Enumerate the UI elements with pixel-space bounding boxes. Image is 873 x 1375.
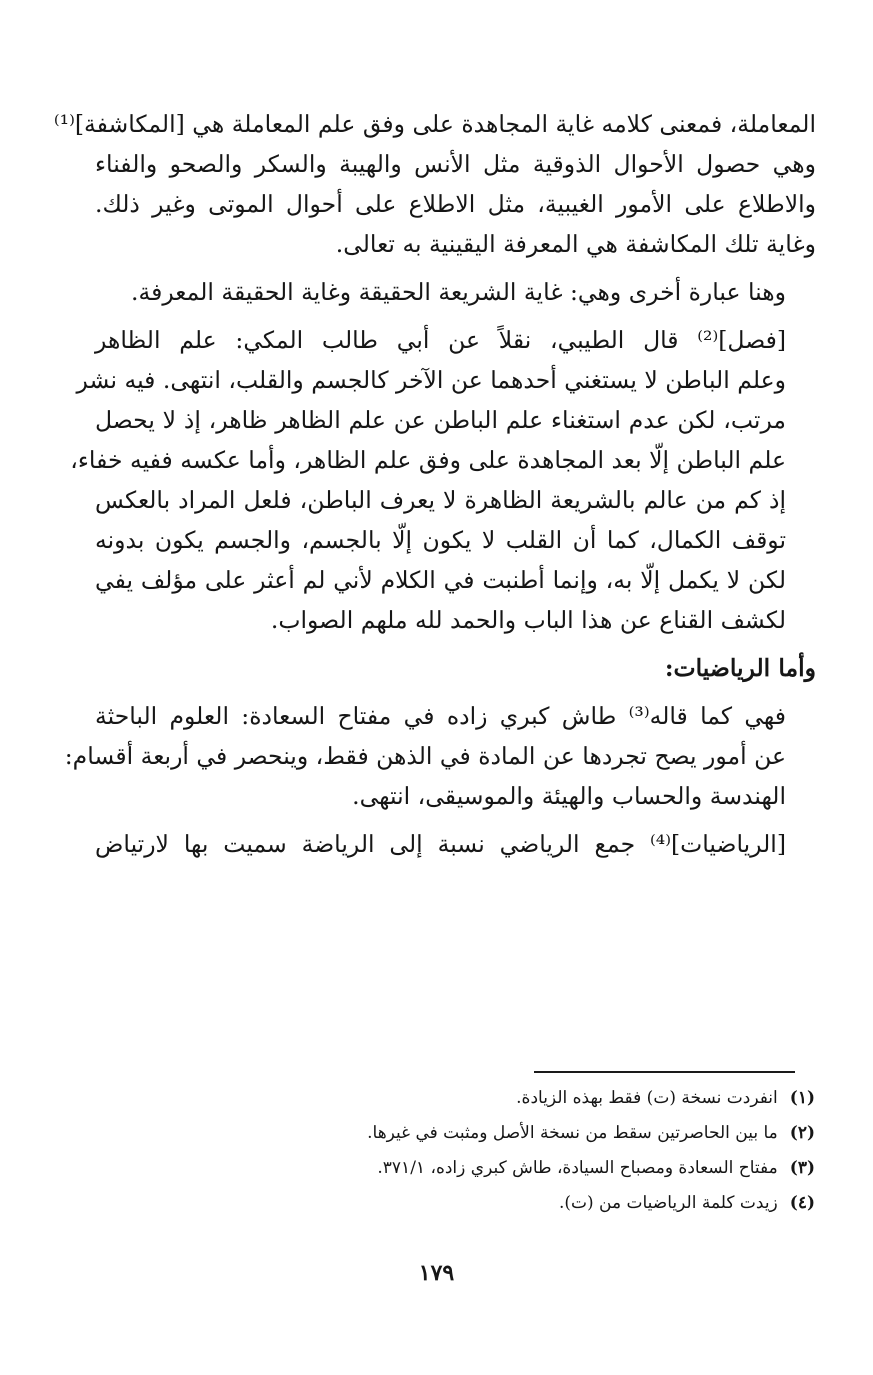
footnote-number: (١) xyxy=(789,1088,815,1108)
text-line: وهي حصول الأحوال الذوقية مثل الأنس والهيبة والسكر والصحو والفناء xyxy=(95,150,816,178)
text-line: عن أمور يصح تجردها عن المادة في الذهن فقط، وينحصر في أربعة أقسام: xyxy=(64,742,786,770)
text-line: إذ كم من عالم بالشريعة الظاهرة لا يعرف الباطن، فلعل المراد بالعكس xyxy=(95,486,786,514)
footnote-item xyxy=(115,1151,815,1186)
paragraph-another-phrase xyxy=(95,272,816,312)
text-line: الهندسة والحساب والهيئة والموسيقى، انتهى. xyxy=(352,782,786,810)
page-body xyxy=(53,104,816,864)
text-line: وغاية تلك المكاشفة هي المعرفة اليقينية به تعالى. xyxy=(335,230,816,258)
text-line: المعاملة، فمعنى كلامه غاية المجاهدة على وفق علم المعاملة هي [المكاشفة]⁽¹⁾ xyxy=(53,110,816,138)
text-line: توقف الكمال، كما أن القلب لا يكون إلّا بالجسم، والجسم يكون بدونه xyxy=(95,526,786,554)
text-line: فهي كما قاله⁽³⁾ طاش كبري زاده في مفتاح السعادة: العلوم الباحثة xyxy=(95,702,787,730)
footnote-text: انفردت نسخة (ت) فقط بهذه الزيادة. xyxy=(516,1088,778,1108)
footnote-item xyxy=(115,1116,815,1151)
page-number: ١٧٩ xyxy=(418,1260,455,1286)
text-line: علم الباطن إلّا بعد المجاهدة على وفق علم الظاهر، وأما عكسه ففيه خفاء، xyxy=(70,446,786,474)
text-line: وهنا عبارة أخرى وهي: غاية الشريعة الحقيقة وغاية الحقيقة المعرفة. xyxy=(131,278,786,306)
text-line: وعلم الباطن لا يستغني أحدهما عن الآخر كالجسم والقلب، انتهى. فيه نشر xyxy=(76,366,786,394)
footnote-text: مفتاح السعادة ومصباح السيادة، طاش كبري زاده، ٣٧١/١. xyxy=(377,1158,778,1178)
main-text xyxy=(53,104,816,864)
footnote-number: (٢) xyxy=(789,1123,815,1143)
text-line: [فصل]⁽²⁾ قال الطيبي، نقلاً عن أبي طالب المكي: علم الظاهر xyxy=(95,326,786,354)
text-line: والاطلاع على الأمور الغيبية، مثل الاطلاع على أحوال الموتى وغير ذلك. xyxy=(95,190,816,218)
footnote-separator xyxy=(534,1071,795,1073)
section-heading: وأما الرياضيات: xyxy=(664,654,816,682)
paragraph-riyadiyat-etymology xyxy=(95,824,816,864)
text-line: لكن لا يكمل إلّا به، وإنما أطنبت في الكلام لأني لم أعثر على مؤلف يفي xyxy=(95,566,786,594)
paragraph-fasl xyxy=(70,320,816,640)
footnotes xyxy=(115,1081,815,1221)
paragraph-riyadiyat-definition xyxy=(64,696,816,816)
footnote-text: زيدت كلمة الرياضيات من (ت). xyxy=(558,1193,778,1213)
footnote-number: (٣) xyxy=(789,1158,815,1178)
text-line: [الرياضيات]⁽⁴⁾ جمع الرياضي نسبة إلى الرياضة سميت بها لارتياض xyxy=(95,830,786,858)
paragraph-mukashafa xyxy=(53,104,816,264)
text-line: مرتب، لكن عدم استغناء علم الباطن عن علم الظاهر ظاهر، إذ لا يحصل xyxy=(95,406,786,434)
footnote-text: ما بين الحاصرتين سقط من نسخة الأصل ومثبت في غيرها. xyxy=(367,1123,778,1143)
footnote-item xyxy=(115,1081,815,1116)
text-line: لكشف القناع عن هذا الباب والحمد لله ملهم الصواب. xyxy=(270,606,786,634)
footnote-number: (٤) xyxy=(789,1193,815,1213)
footnote-item xyxy=(115,1186,815,1221)
